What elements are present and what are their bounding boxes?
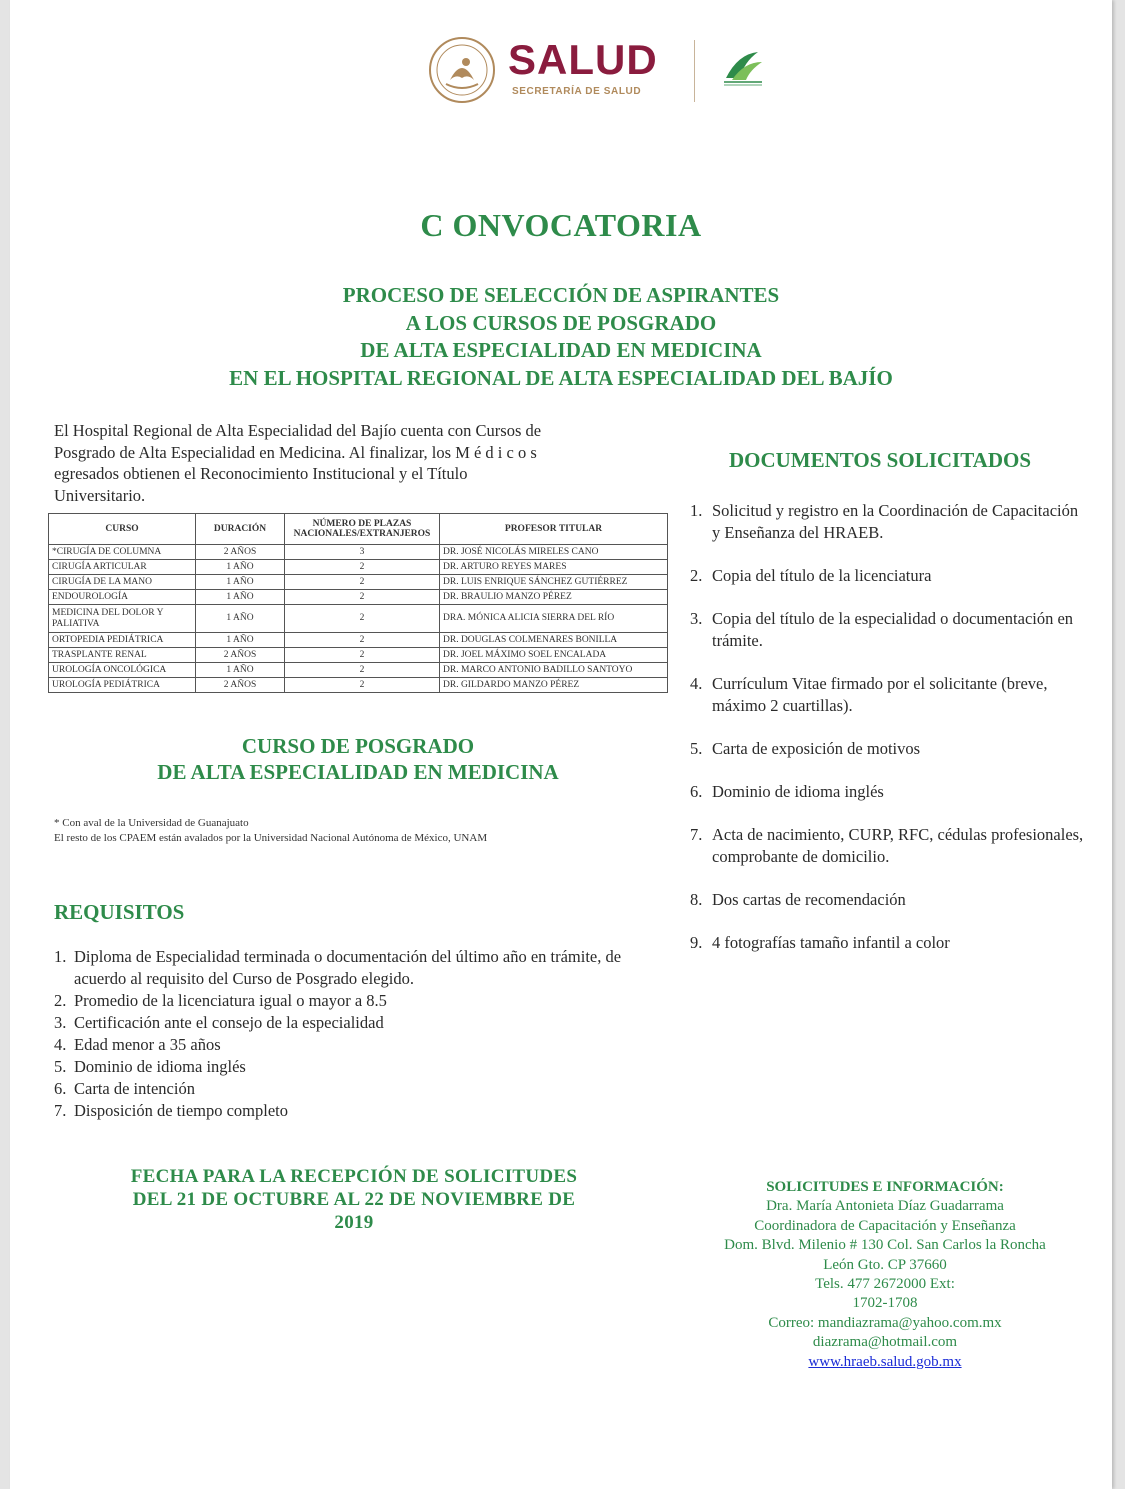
cell-profesor: DR. BRAULIO MANZO PÉREZ [440, 590, 668, 605]
list-text: Promedio de la licenciatura igual o mayor a 8.5 [74, 991, 387, 1010]
cell-plazas: 2 [285, 648, 440, 663]
table-header-row [49, 514, 668, 545]
cell-plazas: 2 [285, 678, 440, 693]
cell-duracion: 1 AÑO [196, 590, 285, 605]
brand-wordmark: SALUD [508, 36, 658, 83]
list-item [54, 946, 674, 990]
list-item [690, 565, 1090, 587]
table-row [49, 545, 668, 560]
cell-profesor: DR. JOEL MÁXIMO SOEL ENCALADA [440, 648, 668, 663]
curso-heading [48, 733, 668, 785]
list-item [54, 1034, 674, 1056]
cell-curso: CIRUGÍA DE LA MANO [49, 575, 196, 590]
cell-curso: ORTOPEDIA PEDIÁTRICA [49, 633, 196, 648]
list-text: Dos cartas de recomendación [712, 890, 906, 909]
contact-info [690, 1178, 1080, 1372]
col-header-curso: CURSO [49, 514, 196, 545]
cell-curso: MEDICINA DEL DOLOR Y PALIATIVA [49, 605, 196, 633]
list-number: 1. [54, 947, 67, 966]
list-item [690, 889, 1090, 911]
subtitle-line: PROCESO DE SELECCIÓN DE ASPIRANTES [342, 283, 780, 307]
contact-line: 1702-1708 [852, 1295, 918, 1312]
list-number: 6. [54, 1079, 67, 1098]
cell-duracion: 2 AÑOS [196, 545, 285, 560]
list-item [690, 781, 1090, 803]
cell-curso: UROLOGÍA PEDIÁTRICA [49, 678, 196, 693]
cell-duracion: 1 AÑO [196, 560, 285, 575]
table-row [49, 633, 668, 648]
cell-duracion: 1 AÑO [196, 575, 285, 590]
list-number: 6. [690, 782, 703, 801]
list-item [54, 1012, 674, 1034]
website-link[interactable]: www.hraeb.salud.gob.mx [808, 1353, 962, 1370]
cell-profesor: DR. LUIS ENRIQUE SÁNCHEZ GUTIÉRREZ [440, 575, 668, 590]
intro-line: El Hospital Regional de Alta Especialidad del Bajío cuenta con Cursos de [54, 421, 542, 440]
page-subtitle [10, 282, 1112, 392]
cell-plazas: 2 [285, 633, 440, 648]
list-number: 1. [690, 501, 703, 520]
col-header-duracion: DURACIÓN [196, 514, 285, 545]
list-item [54, 1100, 674, 1122]
table-row [49, 648, 668, 663]
list-text: Carta de exposición de motivos [712, 739, 921, 758]
cell-profesor: DR. JOSÉ NICOLÁS MIRELES CANO [440, 545, 668, 560]
deadline-line: DEL 21 DE OCTUBRE AL 22 DE NOVIEMBRE DE [132, 1189, 576, 1210]
list-text: 4 fotografías tamaño infantil a color [712, 933, 950, 952]
requisitos-heading: REQUISITOS [54, 900, 185, 924]
contact-line: Coordinadora de Capacitación y Enseñanza [754, 1217, 1016, 1234]
cell-curso: CIRUGÍA ARTICULAR [49, 560, 196, 575]
contact-line: Dra. María Antonieta Díaz Guadarrama [766, 1198, 1004, 1215]
contact-line: León Gto. CP 37660 [823, 1256, 947, 1273]
intro-paragraph [54, 420, 664, 506]
list-number: 5. [54, 1057, 67, 1076]
list-number: 8. [690, 890, 703, 909]
list-number: 5. [690, 739, 703, 758]
list-text: Acta de nacimiento, CURP, RFC, cédulas profesionales, comprobante de domicilio. [712, 825, 1084, 866]
page-title: C ONVOCATORIA [420, 207, 702, 243]
footnote: * Con aval de la Universidad de Guanajuato [54, 817, 249, 829]
list-number: 4. [54, 1035, 67, 1054]
cell-plazas: 2 [285, 560, 440, 575]
brand-subtitle: SECRETARÍA DE SALUD [512, 86, 642, 97]
contact-line: Correo: mandiazrama@yahoo.com.mx [768, 1314, 1002, 1331]
list-number: 9. [690, 933, 703, 952]
footnote: El resto de los CPAEM están avalados por la Universidad Nacional Autónoma de México, UNAM [54, 832, 488, 844]
cell-profesor: DR. DOUGLAS COLMENARES BONILLA [440, 633, 668, 648]
list-item [690, 673, 1090, 717]
courses-table [48, 513, 668, 693]
logo-divider [694, 40, 695, 102]
cell-plazas: 2 [285, 575, 440, 590]
list-number: 7. [54, 1101, 67, 1120]
cell-profesor: DRA. MÓNICA ALICIA SIERRA DEL RÍO [440, 605, 668, 633]
cell-plazas: 2 [285, 605, 440, 633]
cell-duracion: 1 AÑO [196, 663, 285, 678]
cell-profesor: DR. MARCO ANTONIO BADILLO SANTOYO [440, 663, 668, 678]
documentos-heading: DOCUMENTOS SOLICITADOS [728, 448, 1032, 472]
list-number: 4. [690, 674, 703, 693]
list-item [690, 608, 1090, 652]
table-row [49, 605, 668, 633]
cell-duracion: 1 AÑO [196, 605, 285, 633]
cell-profesor: DR. GILDARDO MANZO PÉREZ [440, 678, 668, 693]
subtitle-line: A LOS CURSOS DE POSGRADO [405, 310, 717, 335]
list-item [690, 824, 1090, 868]
list-number: 2. [690, 566, 703, 585]
list-text: Dominio de idioma inglés [74, 1057, 246, 1076]
contact-line: Tels. 477 2672000 Ext: [815, 1276, 955, 1293]
list-text: Solicitud y registro en la Coordinación de Capacitación y Enseñanza del HRAEB. [712, 501, 1079, 542]
list-text: Copia del título de la licenciatura [712, 566, 932, 585]
contact-line: diazrama@hotmail.com [812, 1334, 958, 1351]
table-row [49, 590, 668, 605]
list-text: Disposición de tiempo completo [74, 1101, 289, 1120]
list-text: Copia del título de la especialidad o documentación en trámite. [712, 609, 1074, 650]
list-text: Carta de intención [74, 1079, 195, 1098]
hospital-logo-icon [718, 44, 768, 94]
list-item [54, 1078, 674, 1100]
contact-heading: SOLICITUDES E INFORMACIÓN: [766, 1179, 1004, 1195]
requisitos-list [54, 946, 674, 1122]
list-number: 2. [54, 991, 67, 1010]
cell-plazas: 2 [285, 663, 440, 678]
list-text: Edad menor a 35 años [74, 1035, 221, 1054]
list-item [54, 990, 674, 1012]
list-text: Certificación ante el consejo de la especialidad [74, 1013, 384, 1032]
document-page [10, 0, 1112, 1489]
curso-heading-line: DE ALTA ESPECIALIDAD EN MEDICINA [157, 760, 559, 784]
cell-duracion: 2 AÑOS [196, 648, 285, 663]
subtitle-line: EN EL HOSPITAL REGIONAL DE ALTA ESPECIALIDAD DEL BAJÍO [229, 365, 893, 390]
intro-line: Posgrado de Alta Especialidad en Medicina. Al finalizar, los M é d i c o s [54, 442, 537, 462]
cell-duracion: 1 AÑO [196, 633, 285, 648]
list-number: 7. [690, 825, 703, 844]
list-item [54, 1056, 674, 1078]
list-text: Currículum Vitae firmado por el solicitante (breve, máximo 2 cuartillas). [712, 674, 1048, 715]
col-header-plazas: NÚMERO DE PLAZAS NACIONALES/EXTRANJEROS [285, 514, 440, 545]
table-row [49, 575, 668, 590]
cell-plazas: 2 [285, 590, 440, 605]
deadline-notice [54, 1165, 654, 1234]
cell-duracion: 2 AÑOS [196, 678, 285, 693]
curso-heading-line: CURSO DE POSGRADO [241, 734, 475, 758]
table-row [49, 678, 668, 693]
list-item [690, 500, 1090, 544]
table-row [49, 663, 668, 678]
list-number: 3. [54, 1013, 67, 1032]
cell-curso: TRASPLANTE RENAL [49, 648, 196, 663]
intro-line: Universitario. [54, 485, 146, 505]
cell-curso: *CIRUGÍA DE COLUMNA [49, 545, 196, 560]
list-number: 3. [690, 609, 703, 628]
cell-plazas: 3 [285, 545, 440, 560]
cell-curso: UROLOGÍA ONCOLÓGICA [49, 663, 196, 678]
list-text: Dominio de idioma inglés [712, 782, 884, 801]
col-header-profesor: PROFESOR TITULAR [440, 514, 668, 545]
table-row [49, 560, 668, 575]
intro-line: egresados obtienen el Reconocimiento Institucional y el Título [54, 464, 468, 483]
documentos-list [690, 500, 1090, 975]
mexico-seal-icon [428, 36, 496, 104]
list-item [690, 738, 1090, 760]
cell-curso: ENDOUROLOGÍA [49, 590, 196, 605]
list-text: Diploma de Especialidad terminada o documentación del último año en trámite, de acuerdo al requisito del Curso de Posgrado elegido. [74, 947, 622, 988]
deadline-line: FECHA PARA LA RECEPCIÓN DE SOLICITUDES [130, 1166, 578, 1187]
header-logos [428, 32, 788, 112]
cell-profesor: DR. ARTURO REYES MARES [440, 560, 668, 575]
subtitle-line: DE ALTA ESPECIALIDAD EN MEDICINA [360, 338, 762, 362]
footnotes [54, 816, 487, 846]
deadline-line: 2019 [334, 1212, 374, 1233]
list-item [690, 932, 1090, 954]
contact-line: Dom. Blvd. Milenio # 130 Col. San Carlos la Roncha [724, 1237, 1046, 1254]
